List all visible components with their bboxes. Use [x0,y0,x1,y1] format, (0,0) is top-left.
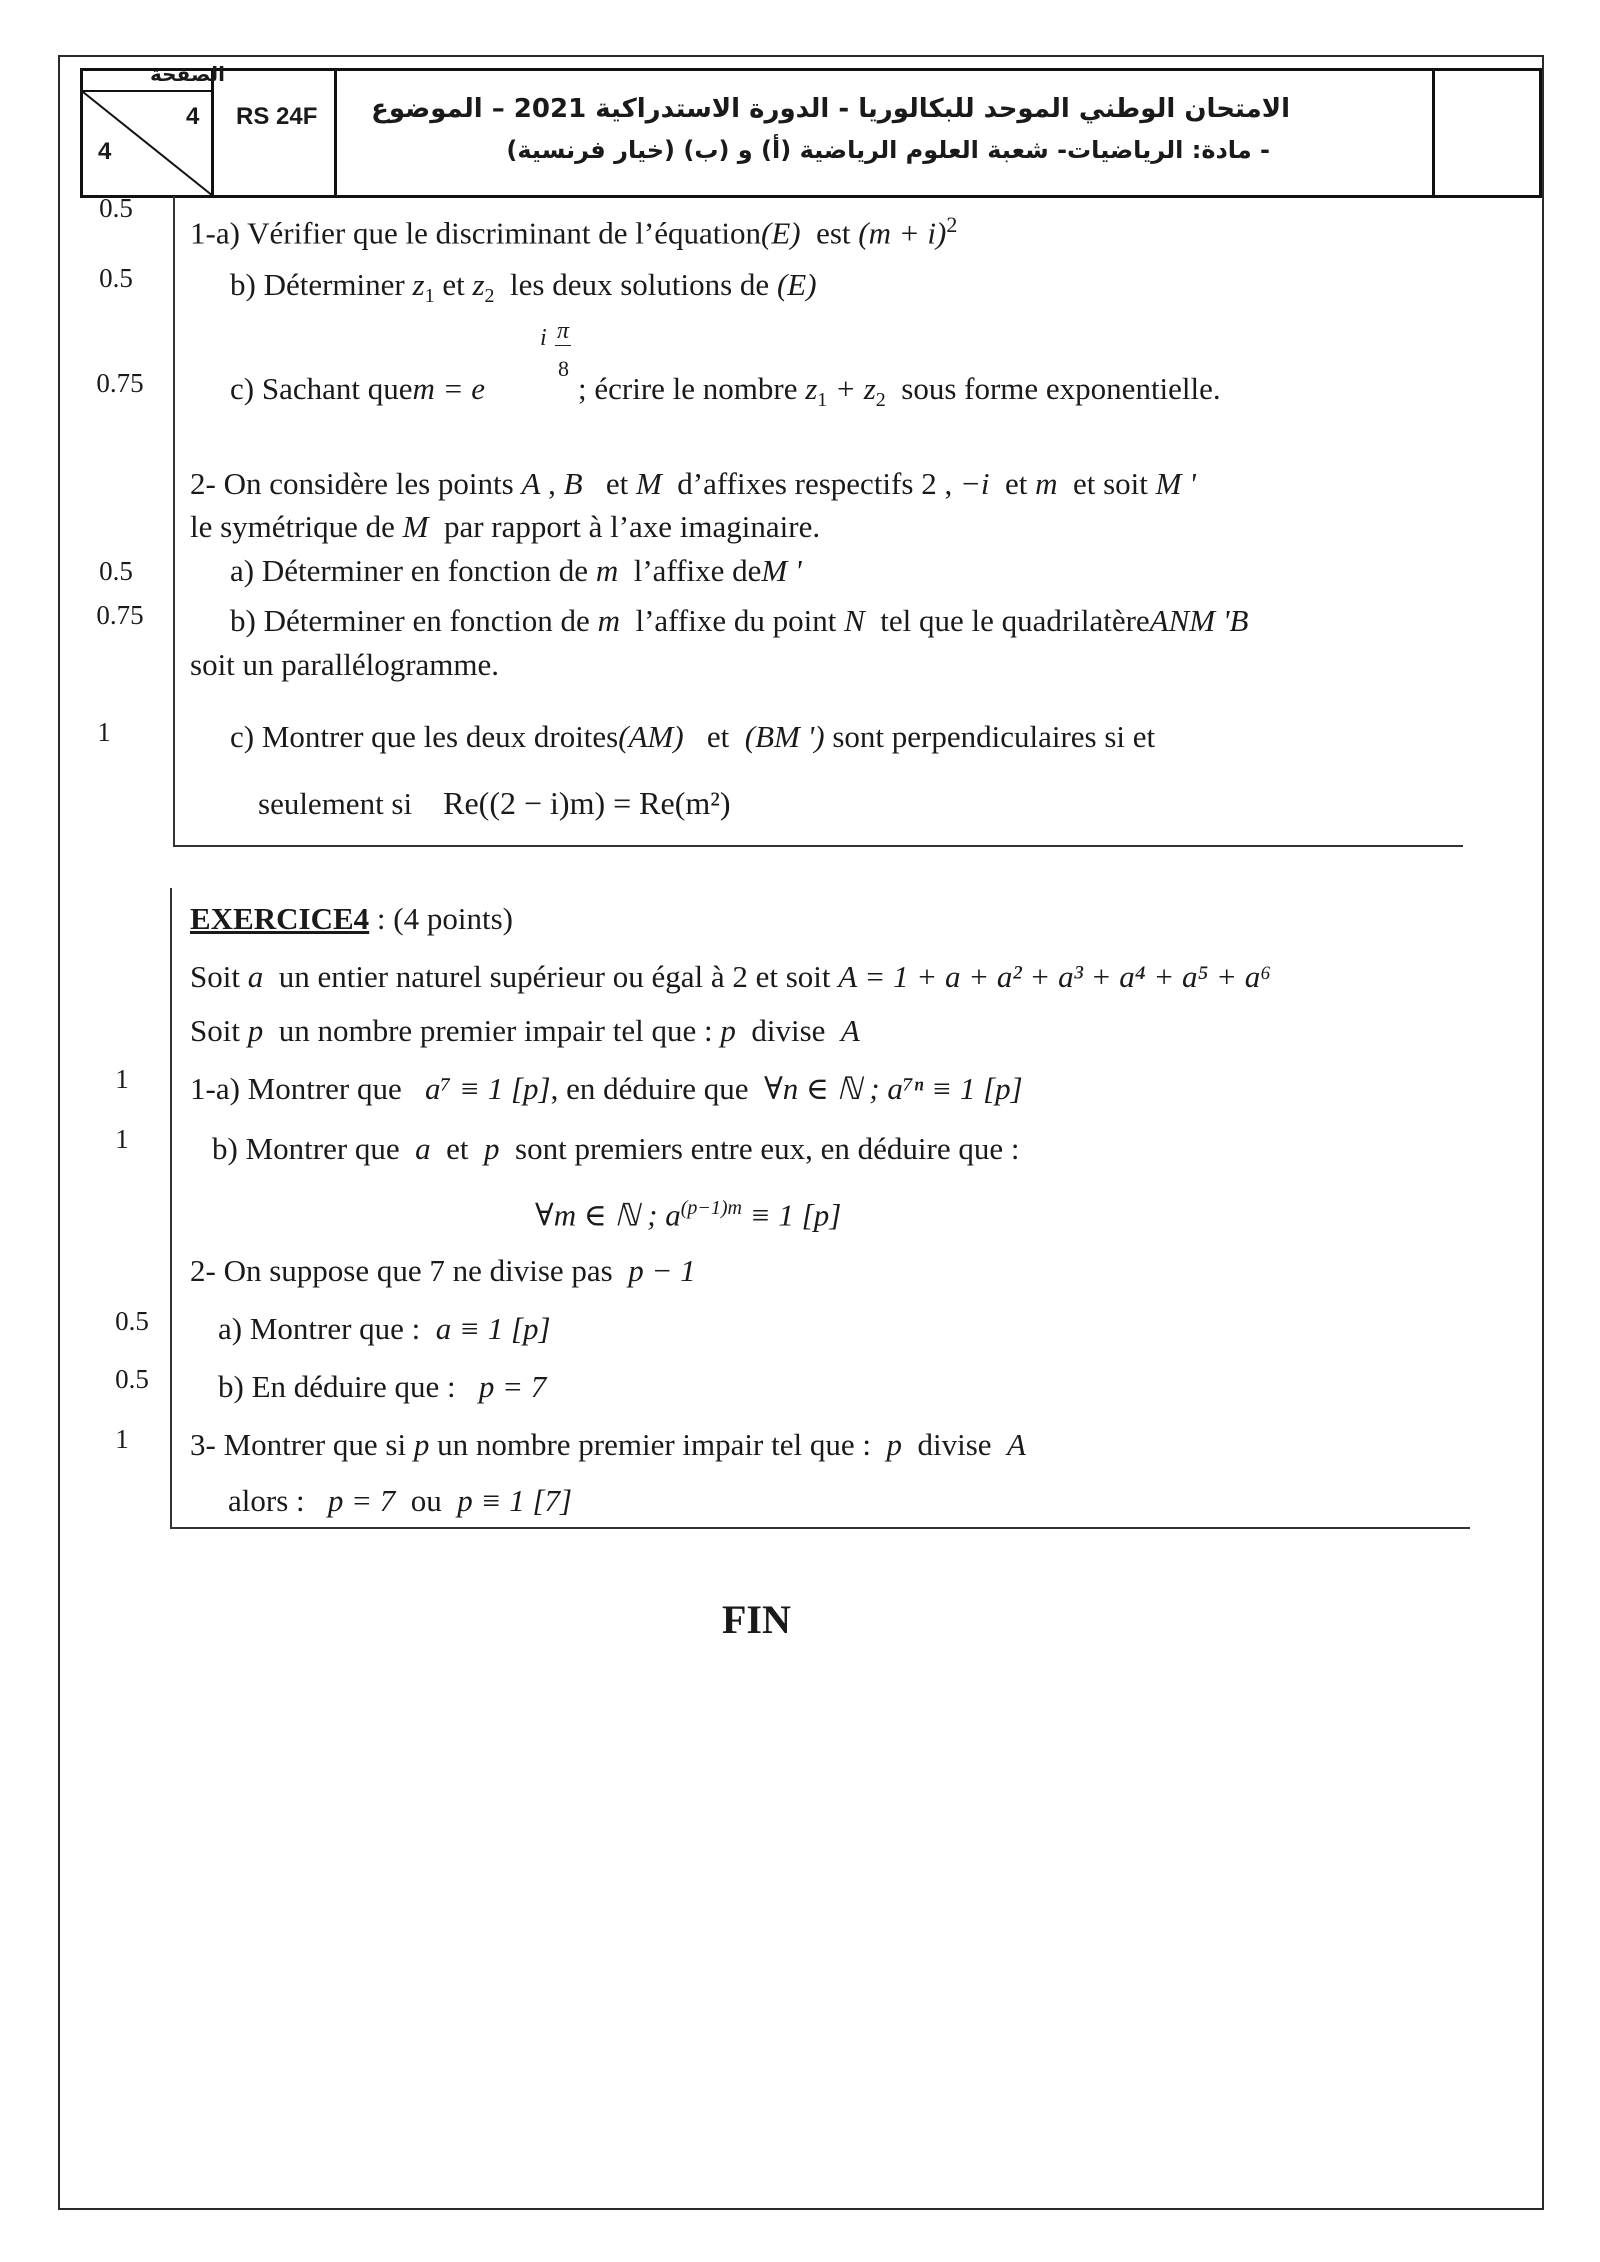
question-2b-line2: soit un parallélogramme. [190,647,500,682]
score: 0.75 [96,600,144,630]
score: 1 [115,1064,129,1094]
section-divider [173,845,1463,847]
score: 0.5 [99,556,133,586]
exp-i: i [540,325,547,351]
end-marker: FIN [722,1597,791,1642]
question-1a: 1-a) Vérifier que le discriminant de l’équation(E) est $(m + i)^2$ [190,212,958,251]
exercise-4-q2a: a) Montrer que : a ≡ 1 [p] [218,1311,551,1346]
question-1b: b) Déterminer $z_1$ et $z_2$ les deux solutions de (E) [230,267,817,308]
score: 0.5 [115,1364,149,1394]
section-divider [170,888,172,1528]
page-number: 4 [186,103,200,130]
score: 0.5 [99,193,133,223]
score: 1 [97,717,111,747]
score: 1 [115,1424,129,1454]
question-2b: b) Déterminer en fonction de m l’affixe du point N tel que le quadrilatèreANM 'B [230,603,1249,638]
exp-pi: π [557,318,570,344]
section-divider [173,196,175,846]
exam-code: RS 24F [236,103,318,130]
exercise-4-line1: Soit a un entier naturel supérieur ou égal à 2 et soit A = 1 + a + a² + a³ + a⁴ + a⁵ + a⁶ [190,959,1271,994]
question-1c: c) Sachant quem = e [230,371,486,406]
question-2c: c) Montrer que les deux droites(AM) et (BM ') sont perpendiculaires si et [230,719,1156,754]
exercise-4-heading: EXERCICE4 : (4 points) [190,901,513,936]
header-divider [334,70,337,196]
exercise-4-q2b: b) En déduire que : p = 7 [218,1369,547,1404]
question-2c-line2: seulement si Re((2 − i)m) = Re(m²) [258,785,731,821]
question-2-intro: 2- On considère les points A , B et M d’affixes respectifs 2 , −i et m et soit M ' [190,466,1196,501]
page-label: الصفحة [150,64,226,86]
exercise-4-line2: Soit p un nombre premier impair tel que : p divise A [190,1013,860,1048]
score: 1 [115,1124,129,1154]
exam-title: الامتحان الوطني الموحد للبكالوريا - الدورة الاستدراكية 2021 – الموضوع [371,94,1290,124]
exp-8: 8 [558,356,569,381]
score: 0.75 [96,368,144,398]
question-2-intro-2: le symétrique de M par rapport à l’axe imaginaire. [190,509,821,544]
exam-subtitle: - مادة: الرياضيات- شعبة العلوم الرياضية (أ) و (ب) (خيار فرنسية) [506,136,1270,164]
page-total: 4 [98,138,112,165]
exercise-4-q1b: b) Montrer que a et p sont premiers entre eux, en déduire que : [212,1131,1020,1166]
exercise-4-q1b-formula: ∀m ∈ ℕ ; $a^{(p-1)m} \equiv 1$ [p] [535,1197,842,1233]
question-1c-rest: ; écrire le nombre $z_1 + z_2$ sous forme exponentielle. [578,371,1221,412]
section-divider [170,1527,1470,1529]
exercise-4-q3: 3- Montrer que si p un nombre premier impair tel que : p divise A [190,1427,1026,1462]
exercise-4-q3-line2: alors : p = 7 ou p ≡ 1 [7] [228,1483,573,1518]
score: 0.5 [115,1306,149,1336]
header-divider [1432,70,1435,196]
score: 0.5 [99,263,133,293]
question-2a: a) Déterminer en fonction de m l’affixe deM ' [230,553,802,588]
exercise-4-q1a: 1-a) Montrer que a⁷ ≡ 1 [p], en déduire que ∀n ∈ ℕ ; a⁷ⁿ ≡ 1 [p] [190,1071,1023,1106]
exercise-4-q2: 2- On suppose que 7 ne divise pas p − 1 [190,1253,696,1288]
header-box [80,68,1542,198]
